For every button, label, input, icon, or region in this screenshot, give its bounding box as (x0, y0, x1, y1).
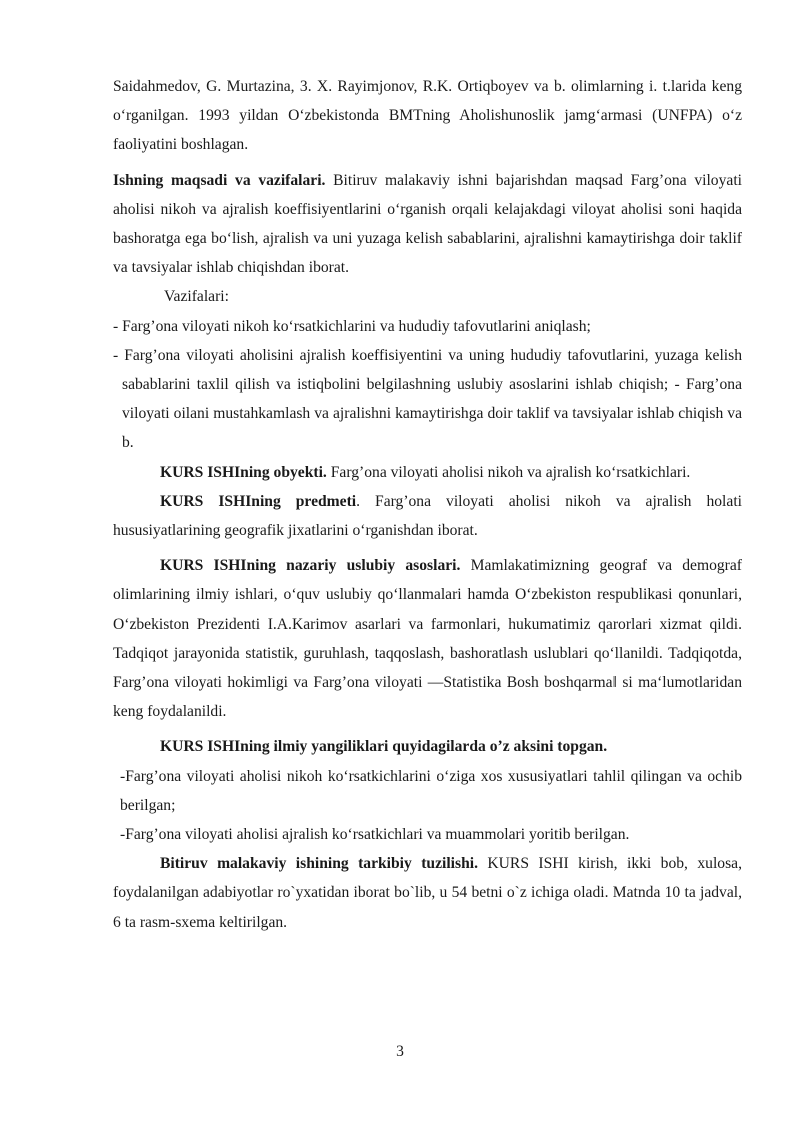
methods-text: Mamlakatimizning geograf va demograf olimlarining ilmiy ishlari, o‘quv uslubiy qo‘llanmalari hamda O‘zbekiston respublikasi qonunlari, O‘zbekiston Prezidenti I.A.Karimov asarlari va farmonlari, hukumatimiz qarorlari xizmat qildi. Tadqiqot jarayonida statistik, guruhlash, taqqoslash, bashoratlash uslublari qo‘llanildi. Tadqiqotda, Farg’ona viloyati hokimligi va Farg’ona viloyati ―Statistika Bosh boshqarma‖ si ma‘lumotlaridan keng foydalanildi. (113, 557, 742, 721)
subject-text: . Farg’ona viloyati aholisi nikoh va ajralish holati hususiyatlarining geografik jixatlarini o‘rganishdan iborat. (113, 492, 742, 540)
novelty-item-1: -Farg’ona viloyati aholisi nikoh ko‘rsatkichlarini o‘ziga xos xususiyatlari tahlil qilingan va ochib berilgan; (120, 767, 742, 814)
subject-heading: KURS ISHIning predmeti (160, 492, 357, 510)
goal-text: Bitiruv malakaviy ishni bajarishdan maqsad Farg’ona viloyati aholisi nikoh va ajralish koeffisiyentlarini o‘rganish orqali kelajakdagi viloyat aholisi soni haqida bashoratga ega bo‘lish, ajralish va uni yuzaga kelish sabablarini, ajralishni kamaytirishga doir taklif va tavsiyalar ishlab chiqishdan iborat. (113, 171, 742, 277)
object-text: Farg’ona viloyati aholisi nikoh va ajralish ko‘rsatkichlari. (326, 463, 691, 481)
methods-heading: KURS ISHIning nazariy uslubiy asoslari. (160, 557, 461, 575)
task-item-2: - Farg’ona viloyati aholisini ajralish koeffisiyentini va uning hududiy tafovutlarini, yuzaga kelish sabablarini taxlil qilish va istiqbolini belgilashning uslubiy asoslarini ishlab chiqish; - Farg’ona viloyati oilani mustahkamlash va ajralishni kamaytirishga doir taklif va tavsiyalar ishlab chiqish va b. (113, 346, 742, 452)
page-number: 3 (396, 1043, 404, 1060)
task-item-1: - Farg’ona viloyati nikoh ko‘rsatkichlarini va hududiy tafovutlarini aniqlash; (113, 317, 591, 335)
body-text (113, 72, 742, 937)
tasks-heading: Vazifalari: (164, 288, 229, 306)
novelty-heading (113, 732, 742, 761)
structure-heading: Bitiruv malakaviy ishining tarkibiy tuzilishi. (160, 855, 478, 873)
structure-paragraph (113, 849, 742, 937)
subject-paragraph (113, 487, 742, 545)
methods-paragraph (113, 551, 742, 726)
intro-paragraph: Saidahmedov, G. Murtazina, 3. X. Rayimjonov, R.K. Ortiqboyev va b. olimlarning i. t.larida keng o‘rganilgan. 1993 yildan O‘zbekistonda BMTning Aholishunoslik jamg‘armasi (UNFPA) o‘z faoliyatini boshlagan. (113, 78, 742, 154)
goal-heading: Ishning maqsadi va vazifalari. (113, 171, 326, 189)
goal-paragraph (113, 166, 742, 283)
novelty-item-2: -Farg’ona viloyati aholisi ajralish ko‘rsatkichlari va muammolari yoritib berilgan. (120, 826, 630, 844)
object-paragraph (113, 458, 742, 487)
structure-text: KURS ISHI kirish, ikki bob, xulosa, foydalanilgan adabiyotlar ro`yxatidan iborat bo`lib, u 54 betni o`z ichiga oladi. Matnda 10 ta jadval, 6 ta rasm-sxema keltirilgan. (113, 855, 742, 931)
object-heading: KURS ISHIning obyekti. (160, 463, 327, 481)
novelty-heading-text: KURS ISHIning ilmiy yangiliklari quyidagilarda o’z aksini topgan. (160, 738, 608, 756)
